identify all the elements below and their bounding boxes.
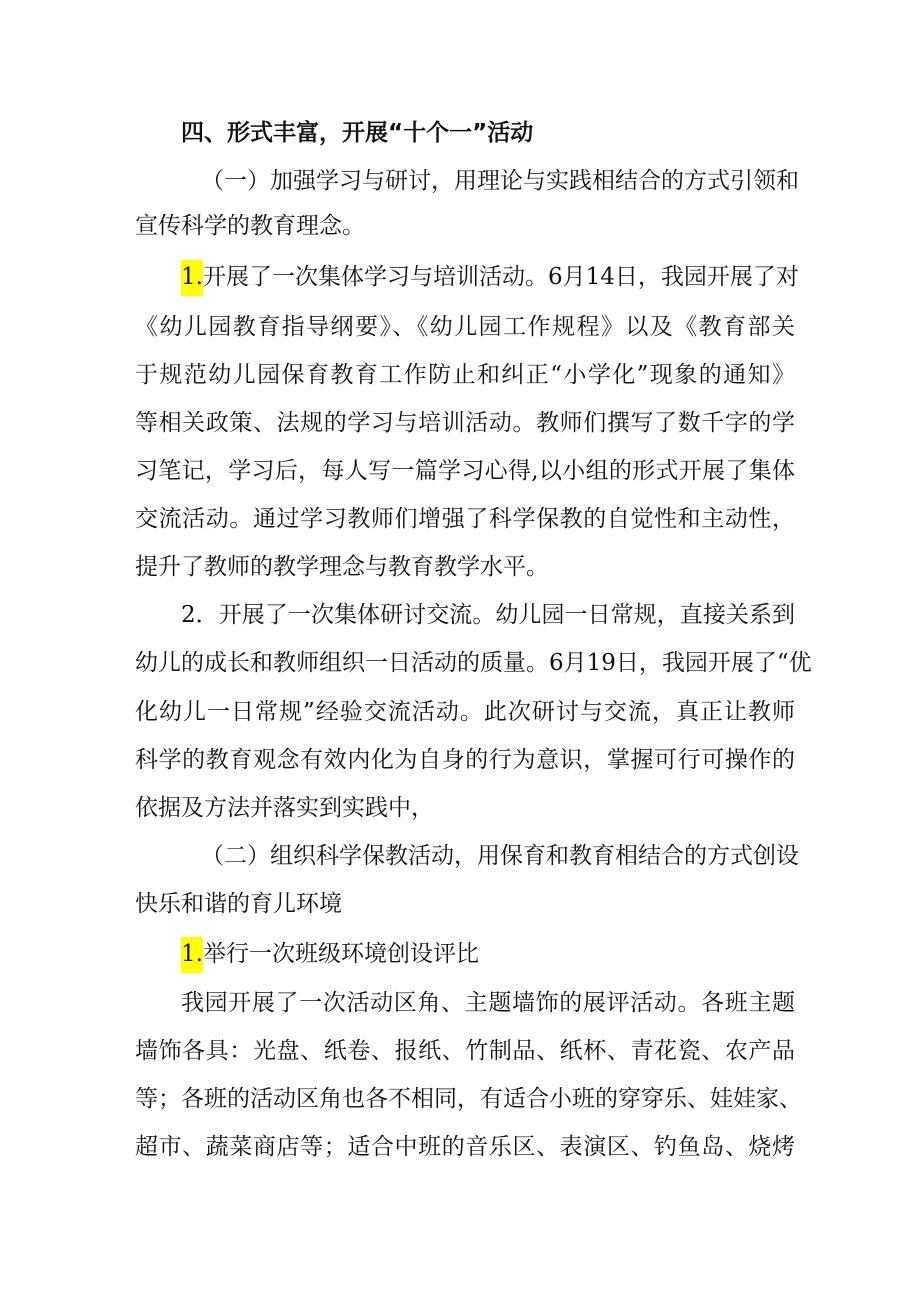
section1-title-line-1: （一）加强学习与研讨，用理论与实践相结合的方式引领和 [201, 168, 799, 194]
section1-item2-line-1: 2．开展了一次集体研讨交流。幼儿园一日常规，直接关系到 [181, 602, 795, 628]
section1-item1-line-3: 于规范幼儿园保育教育工作防止和纠正“小学化”现象的通知》 [135, 362, 795, 388]
item-title-text: 举行一次班级环境创设评比 [202, 941, 479, 967]
section1-item1-line-5: 习笔记，学习后，每人写一篇学习心得,以小组的形式开展了集体 [135, 458, 795, 484]
section1-item1-line-1 [181, 262, 799, 292]
section1-item1-line-4: 等相关政策、法规的学习与培训活动。教师们撰写了数千字的学 [135, 410, 795, 436]
section1-title-line-2: 宣传科学的教育理念。 [135, 213, 365, 239]
section2-item1-line-3: 等；各班的活动区角也各不相同，有适合小班的穿穿乐、娃娃家、 [135, 1086, 802, 1112]
item-number-highlight: 1. [181, 937, 203, 973]
section2-item1-line-4: 超市、蔬菜商店等；适合中班的音乐区、表演区、钓鱼岛、烧烤 [135, 1134, 795, 1160]
section1-item1-line-7: 提升了教师的教学理念与教育教学水平。 [135, 554, 549, 580]
section1-item1-line-2: 《幼儿园教育指导纲要》、《幼儿园工作规程》以及《教育部关 [135, 314, 795, 340]
item-text: 开展了一次集体学习与培训活动。6月14日，我园开展了对 [202, 264, 799, 290]
section1-item2-line-3: 化幼儿一日常规”经验交流活动。此次研讨与交流，真正让教师 [135, 699, 795, 725]
item-number-highlight: 1. [181, 260, 203, 296]
section1-item2-line-2: 幼儿的成长和教师组织一日活动的质量。6月19日，我园开展了“优 [135, 650, 812, 676]
section-heading: 四、形式丰富，开展“十个一”活动 [181, 120, 534, 146]
section2-item1-line-2: 墙饰各具：光盘、纸卷、报纸、竹制品、纸杯、青花瓷、农产品 [135, 1038, 795, 1064]
section1-item2-line-4: 科学的教育观念有效内化为自身的行为意识，掌握可行可操作的 [135, 747, 795, 773]
section1-item2-line-5: 依据及方法并落实到实践中， [135, 795, 434, 821]
section2-title-line-2: 快乐和谐的育儿环境 [135, 891, 342, 917]
section2-title-line-1: （二）组织科学保教活动，用保育和教育相结合的方式创设 [201, 843, 799, 869]
section2-item1-line-1: 我园开展了一次活动区角、主题墙饰的展评活动。各班主题 [181, 990, 795, 1016]
section2-item1-title [181, 939, 795, 969]
section1-item1-line-6: 交流活动。通过学习教师们增强了科学保教的自觉性和主动性， [135, 506, 795, 532]
